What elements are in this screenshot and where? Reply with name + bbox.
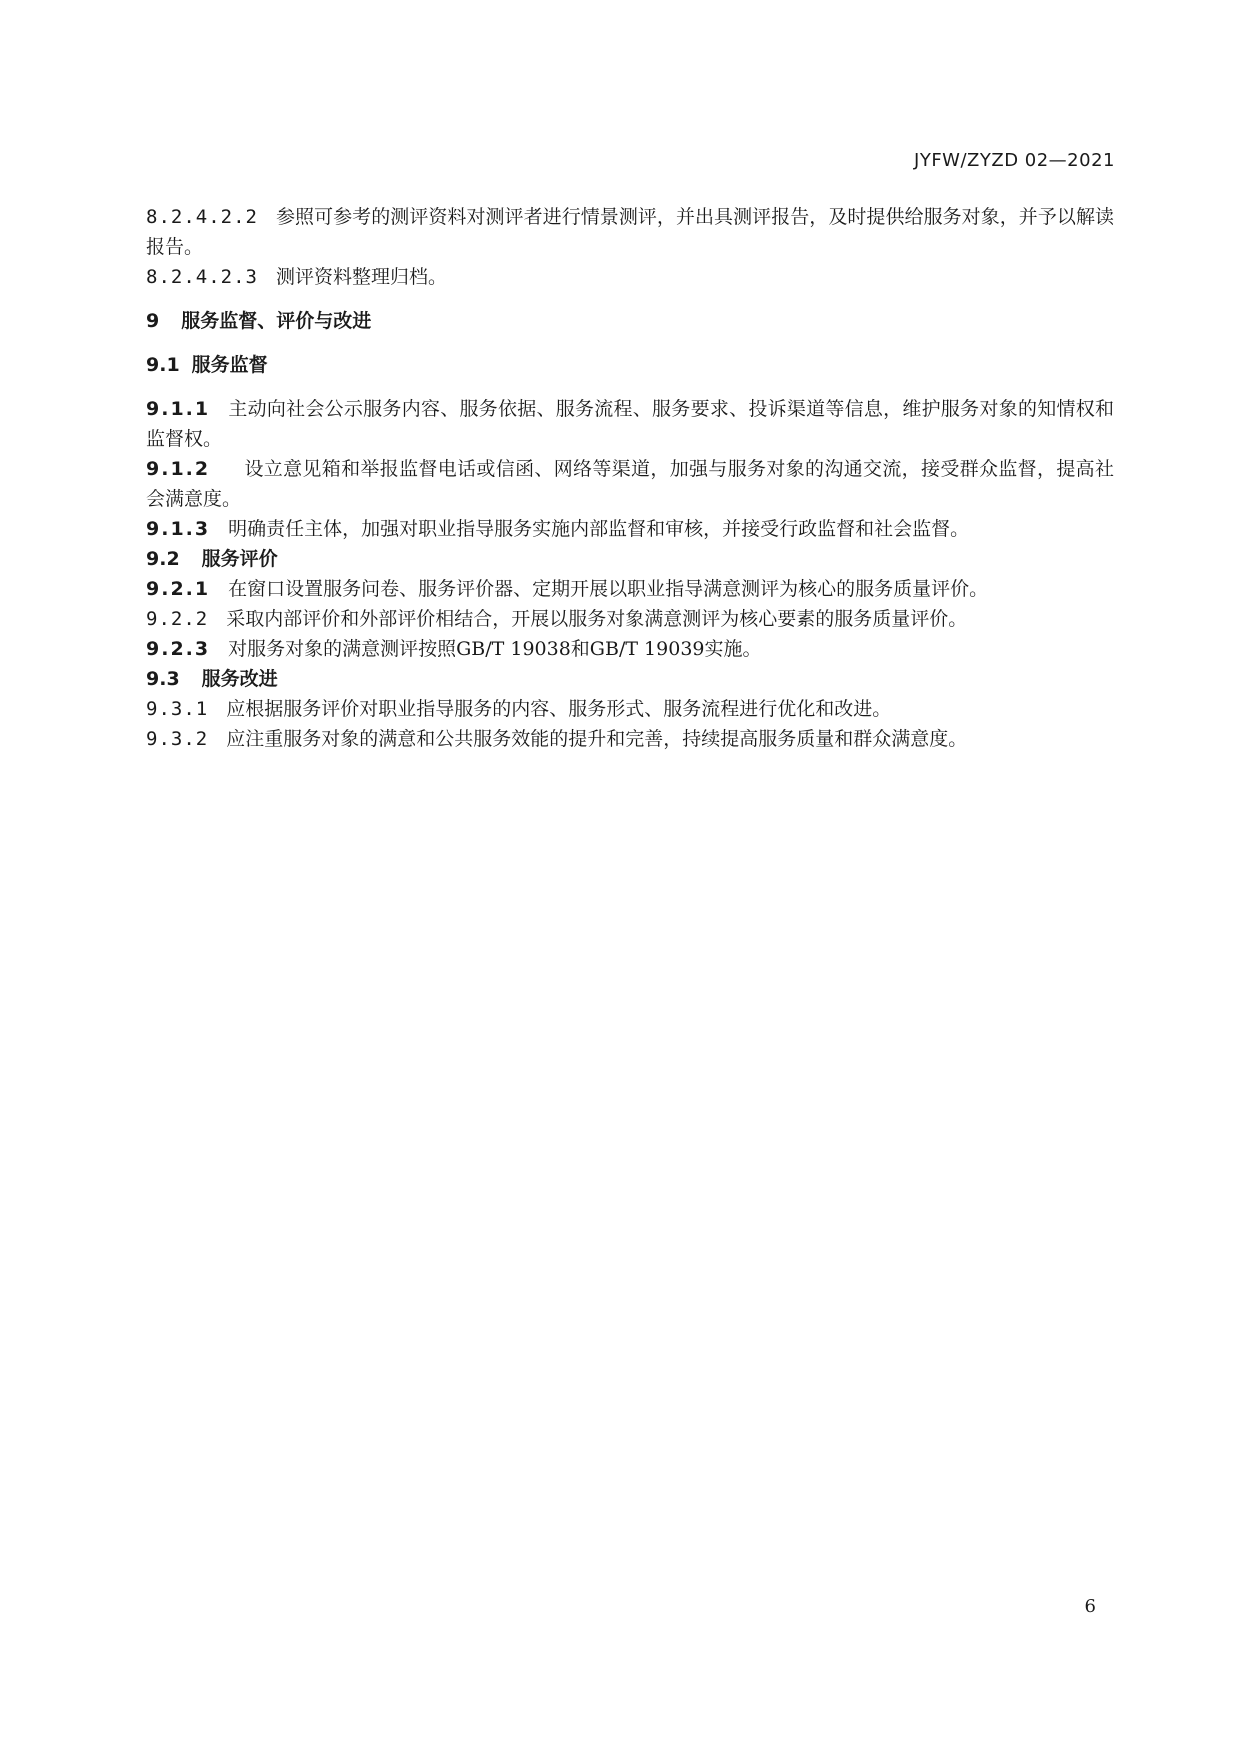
clause-8-2-4-2-3 <box>146 262 1114 292</box>
clause-text: 应根据服务评价对职业指导服务的内容、服务形式、服务流程进行优化和改进。 <box>226 698 892 720</box>
section-title: 服务监督、评价与改进 <box>181 310 372 332</box>
clause-text: 应注重服务对象的满意和公共服务效能的提升和完善，持续提高服务质量和群众满意度。 <box>226 728 968 750</box>
section-number: 9 <box>146 310 160 332</box>
document-code: JYFW/ZYZD 02—2021 <box>914 150 1115 171</box>
clause-9-3-1 <box>146 694 1114 724</box>
clause-text: 设立意见箱和举报监督电话或信函、网络等渠道，加强与服务对象的沟通交流，接受群众监督，提高社会满意度。 <box>146 458 1114 510</box>
clause-9-1-2 <box>146 454 1114 514</box>
section-9-1-heading <box>146 350 1114 380</box>
clause-9-2-2 <box>146 604 1114 634</box>
clause-number: 9.2.2 <box>146 608 209 630</box>
clause-number: 9.1.1 <box>146 398 211 420</box>
clause-9-2-1 <box>146 574 1114 604</box>
section-title: 服务改进 <box>201 668 278 690</box>
clause-text: 明确责任主体，加强对职业指导服务实施内部监督和审核，并接受行政监督和社会监督。 <box>228 518 970 540</box>
clause-9-2-3 <box>146 634 1114 664</box>
clause-number: 9.2.3 <box>146 638 211 660</box>
page-number: 6 <box>1084 1596 1096 1617</box>
section-9-heading <box>146 306 1114 336</box>
clause-text: 测评资料整理归档。 <box>275 266 447 288</box>
clause-text: 主动向社会公示服务内容、服务依据、服务流程、服务要求、投诉渠道等信息，维护服务对象的知情权和监督权。 <box>146 398 1114 450</box>
clause-9-1-1 <box>146 394 1114 454</box>
clause-number: 8.2.4.2.3 <box>146 266 258 288</box>
clause-9-1-3 <box>146 514 1114 544</box>
clause-number: 9.3.1 <box>146 698 209 720</box>
clause-text: 参照可参考的测评资料对测评者进行情景测评，并出具测评报告，及时提供给服务对象，并予以解读报告。 <box>146 206 1114 258</box>
section-number: 9.3 <box>146 668 180 690</box>
clause-number: 9.3.2 <box>146 728 209 750</box>
section-9-3-heading <box>146 664 1114 694</box>
section-number: 9.2 <box>146 548 180 570</box>
clause-text: 对服务对象的满意测评按照GB/T 19038和GB/T 19039实施。 <box>228 638 762 660</box>
clause-number: 9.2.1 <box>146 578 211 600</box>
clause-text: 在窗口设置服务问卷、服务评价器、定期开展以职业指导满意测评为核心的服务质量评价。 <box>228 578 989 600</box>
section-9-2-heading <box>146 544 1114 574</box>
clause-8-2-4-2-2 <box>146 202 1114 262</box>
section-title: 服务评价 <box>201 548 278 570</box>
clause-number: 9.1.2 <box>146 458 211 480</box>
clause-number: 9.1.3 <box>146 518 211 540</box>
section-title: 服务监督 <box>191 354 268 376</box>
clause-number: 8.2.4.2.2 <box>146 206 258 228</box>
document-body <box>146 202 1114 754</box>
clause-text: 采取内部评价和外部评价相结合，开展以服务对象满意测评为核心要素的服务质量评价。 <box>226 608 968 630</box>
section-number: 9.1 <box>146 354 180 376</box>
clause-9-3-2 <box>146 724 1114 754</box>
